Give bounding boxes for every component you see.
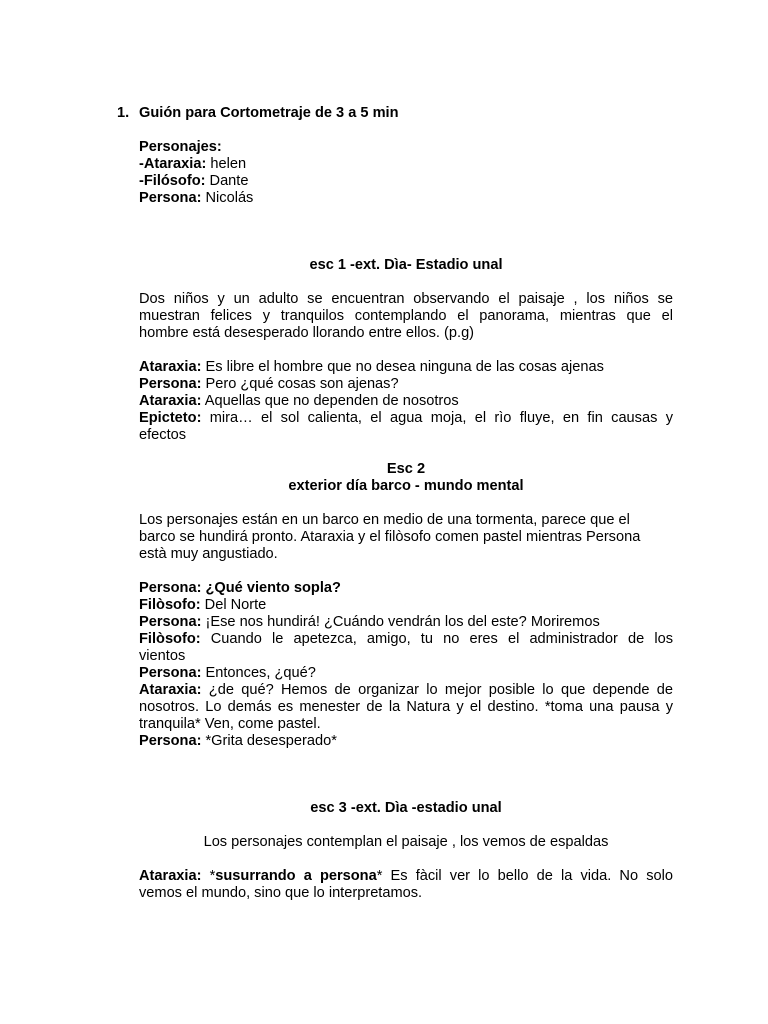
dialogue-line: Filòsofo: Del Norte (139, 597, 267, 613)
scene2-dialogue (139, 580, 673, 750)
dialogue-line: Persona: Entonces, ¿qué? (139, 665, 316, 681)
script-heading (117, 105, 673, 122)
list-number: 1. (117, 105, 130, 121)
dialogue-line-cont: efectos (139, 427, 187, 443)
dialogue-line: Persona: ¿Qué viento sopla? (139, 580, 341, 596)
scene2-description: Los personajes están en un barco en medio de una tormenta, parece que el barco se hundirá pronto. Ataraxia y el filòsofo comen pastel mientras Persona està muy angustiado. (139, 512, 641, 562)
dialogue-line: Ataraxia: Es libre el hombre que no desea ninguna de las cosas ajenas (139, 359, 604, 375)
dialogue-line: Ataraxia: *susurrando a persona* Es fàcil ver lo bello de la vida. No solo (139, 868, 673, 884)
scene3-title: esc 3 -ext. Dìa -estadio unal (310, 800, 502, 816)
scene2-subtitle: exterior día barco - mundo mental (288, 478, 524, 494)
scene1-title: esc 1 -ext. Dìa- Estadio unal (309, 257, 503, 273)
document-content (117, 105, 673, 902)
scene3-dialogue (139, 868, 673, 902)
heading-text: Guión para Cortometraje de 3 a 5 min (139, 105, 399, 121)
characters-block (139, 139, 673, 207)
character-line: Persona: Nicolás (139, 190, 254, 206)
dialogue-line: Filòsofo: Cuando le apetezca, amigo, tu no eres el administrador de los (139, 631, 673, 647)
dialogue-line: Persona: ¡Ese nos hundirá! ¿Cuándo vendrán los del este? Moriremos (139, 614, 600, 630)
scene2-title: Esc 2 (386, 461, 426, 477)
dialogue-line: Persona: Pero ¿qué cosas son ajenas? (139, 376, 399, 392)
scene1-description: Dos niños y un adulto se encuentran observando el paisaje , los niños se muestran felices y tranquilos contemplando el panorama, mientras que el hombre está desesperado llorando entre ellos. (p.g) (139, 291, 673, 341)
dialogue-line: Epicteto: mira… el sol calienta, el agua moja, el rìo fluye, en fin causas y (139, 410, 673, 426)
dialogue-line: Ataraxia: ¿de qué? Hemos de organizar lo mejor posible lo que depende de (139, 682, 673, 698)
dialogue-line-cont: vientos (139, 648, 186, 664)
scene1-dialogue (139, 359, 673, 444)
characters-title: Personajes: (139, 139, 222, 155)
character-line: -Filósofo: Dante (139, 173, 249, 189)
dialogue-line-cont: tranquila* Ven, come pastel. (139, 716, 321, 732)
dialogue-line-cont: nosotros. Lo demás es menester de la Natura y el destino. *toma una pausa y (139, 699, 673, 715)
dialogue-line: Ataraxia: Aquellas que no dependen de nosotros (139, 393, 459, 409)
character-line: -Ataraxia: helen (139, 156, 247, 172)
scene3-description: Los personajes contemplan el paisaje , los vemos de espaldas (203, 834, 609, 850)
dialogue-line: Persona: *Grita desesperado* (139, 733, 337, 749)
dialogue-line-cont: vemos el mundo, sino que lo interpretamos. (139, 885, 423, 901)
